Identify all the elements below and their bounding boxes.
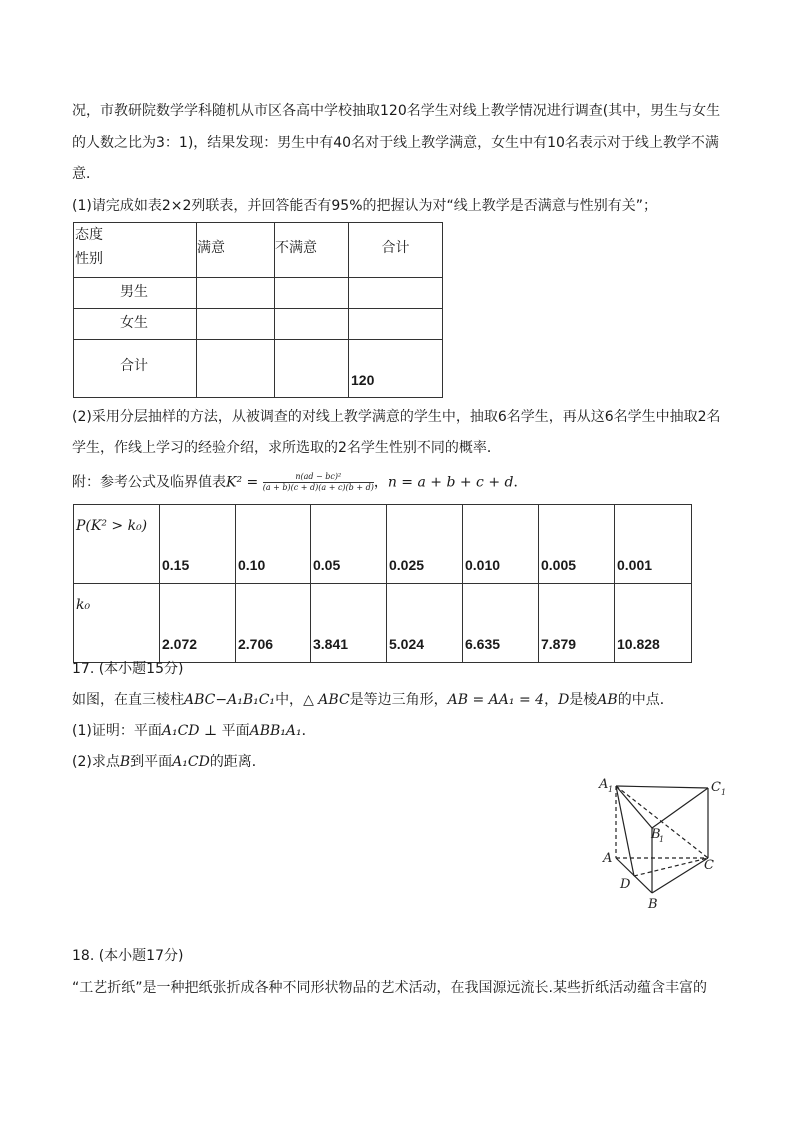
header-total-label: 合计	[381, 240, 410, 256]
p-label: P(K² > k₀)	[76, 518, 148, 534]
q16-part-2-line-2: 学生，作线上学习的经验介绍，求所选取的2名学生性别不同的概率．	[72, 440, 501, 456]
k-value-cell: 7.879	[539, 584, 615, 663]
plane-a1cd: A₁CD	[172, 754, 210, 770]
formula-fraction	[263, 472, 374, 493]
label-b: B	[648, 897, 658, 912]
table-cell	[349, 309, 443, 340]
point-d: D	[558, 692, 570, 708]
p-value-cell: 0.025	[387, 505, 463, 584]
part-text: (1)证明：平面	[72, 723, 162, 739]
plane-a1cd: A₁CD ⊥	[161, 723, 218, 739]
segment-a1d	[616, 786, 634, 876]
prism-name: ABC−A₁B₁C₁	[184, 692, 276, 708]
header-satisfied	[197, 223, 275, 278]
contingency-table	[73, 222, 443, 398]
label-a1-sub: 1	[608, 785, 614, 794]
grand-total-cell	[349, 340, 443, 398]
q18-text-line-1: “工艺折纸”是一种把纸张折成各种不同形状物品的艺术活动，在我国源远流长.某些折纸活动蕴含丰富的	[72, 980, 707, 996]
table-corner-cell	[74, 223, 197, 278]
p-value-cell: 0.10	[236, 505, 311, 584]
stem-part: 如图，在直三棱柱	[72, 692, 184, 708]
p-value-cell: 0.010	[463, 505, 539, 584]
n-formula: n = a + b + c + d	[387, 474, 514, 491]
edge-ab: AB	[597, 692, 618, 708]
label-c1: C	[711, 780, 721, 795]
appendix-prefix: 附：参考公式及临界值表	[72, 474, 226, 491]
label-c: C	[704, 858, 714, 873]
edge-a1b1	[616, 786, 652, 828]
table-cell	[275, 340, 349, 398]
k-value-cell: 5.024	[387, 584, 463, 663]
stem-part: 是等边三角形，	[349, 692, 448, 708]
q16-part-2-line-1: (2)采用分层抽样的方法，从被调查的对线上教学满意的学生中，抽取6名学生，再从这6名学生中抽取2名	[72, 409, 721, 425]
k-value-cell: 6.635	[463, 584, 539, 663]
label-a: A	[603, 851, 613, 866]
table-cell	[275, 278, 349, 309]
q16-part-1: (1)请完成如表2×2列联表，并回答能否有95%的把握认为对“线上教学是否满意与性别有关”；	[72, 198, 657, 214]
edge-bc	[652, 858, 708, 893]
p-value-cell: 0.005	[539, 505, 615, 584]
label-b1-sub: 1	[659, 835, 665, 844]
part-text: 的距离．	[209, 754, 266, 770]
p-value-cell: 0.001	[615, 505, 692, 584]
k-value-cell: 3.841	[311, 584, 387, 663]
plane-abb1a1: ABB₁A₁	[249, 723, 302, 739]
k-value-cell: 2.706	[236, 584, 311, 663]
row-total-label: 合计	[120, 358, 148, 374]
label-b1: B	[651, 827, 661, 842]
formula-lhs: K² =	[226, 474, 259, 491]
critical-value-table	[73, 504, 692, 663]
segment-dc-hidden	[634, 858, 708, 876]
table-cell	[197, 340, 275, 398]
edge-a1c1	[616, 786, 708, 788]
k0-label: k₀	[76, 597, 91, 613]
row-label-female	[74, 309, 197, 340]
point-b: B	[119, 754, 131, 770]
stem-part: 中，	[275, 692, 304, 708]
formula-denominator: (a + b)(c + d)(a + c)(b + d)	[262, 483, 374, 492]
label-d: D	[620, 877, 631, 892]
row-label-total	[74, 340, 197, 398]
q17-part-2	[72, 752, 266, 772]
header-satisfied-label: 满意	[197, 240, 225, 256]
q17-title: 17. (本小题15分)	[72, 661, 184, 677]
edge-equation: AB = AA₁ = 4	[447, 692, 545, 708]
part-text: ．	[301, 723, 316, 739]
appendix-formula	[72, 472, 527, 493]
grand-total-value: 120	[351, 372, 375, 388]
table-cell	[197, 309, 275, 340]
stem-part: 是棱	[569, 692, 598, 708]
row-male-label: 男生	[120, 284, 148, 300]
table-cell	[197, 278, 275, 309]
k-value-cell: 2.072	[160, 584, 236, 663]
q18-title: 18. (本小题17分)	[72, 948, 184, 964]
label-c1-sub: 1	[721, 788, 727, 797]
q16-text-line-1: 况，市教研院数学学科随机从市区各高中学校抽取120名学生对线上教学情况进行调查(其中，男生与女生	[72, 103, 721, 119]
stem-part: 的中点．	[617, 692, 674, 708]
label-a1: A	[599, 777, 609, 792]
corner-top-label: 态度	[75, 227, 103, 243]
q17-part-1	[72, 721, 316, 741]
q17-stem	[72, 690, 674, 710]
q16-text-line-3: 意．	[72, 166, 100, 182]
critical-row1-label	[74, 505, 160, 584]
formula-numerator: n(ad − bc)²	[295, 472, 342, 481]
prism-figure	[590, 770, 730, 915]
table-cell	[275, 309, 349, 340]
segment-a1c-hidden	[616, 786, 708, 858]
formula-separator: ，	[373, 474, 388, 491]
header-total	[349, 223, 443, 278]
header-unsatisfied-label: 不满意	[275, 240, 317, 256]
formula-end: ．	[513, 474, 528, 491]
row-label-male	[74, 278, 197, 309]
table-cell	[349, 278, 443, 309]
part-text: 到平面	[130, 754, 173, 770]
q16-text-line-2: 的人数之比为3：1)，结果发现：男生中有40名对于线上教学满意，女生中有10名表示对于线上教学不满	[72, 135, 719, 151]
critical-row2-label	[74, 584, 160, 663]
triangle-name: △ ABC	[303, 692, 350, 708]
header-unsatisfied	[275, 223, 349, 278]
part-text: (2)求点	[72, 754, 120, 770]
row-female-label: 女生	[120, 315, 148, 331]
edge-b1c1	[652, 788, 708, 828]
p-value-cell: 0.05	[311, 505, 387, 584]
stem-part: ，	[544, 692, 559, 708]
k-value-cell: 10.828	[615, 584, 692, 663]
part-text: 平面	[217, 723, 250, 739]
p-value-cell: 0.15	[160, 505, 236, 584]
corner-bottom-label: 性别	[75, 251, 103, 267]
